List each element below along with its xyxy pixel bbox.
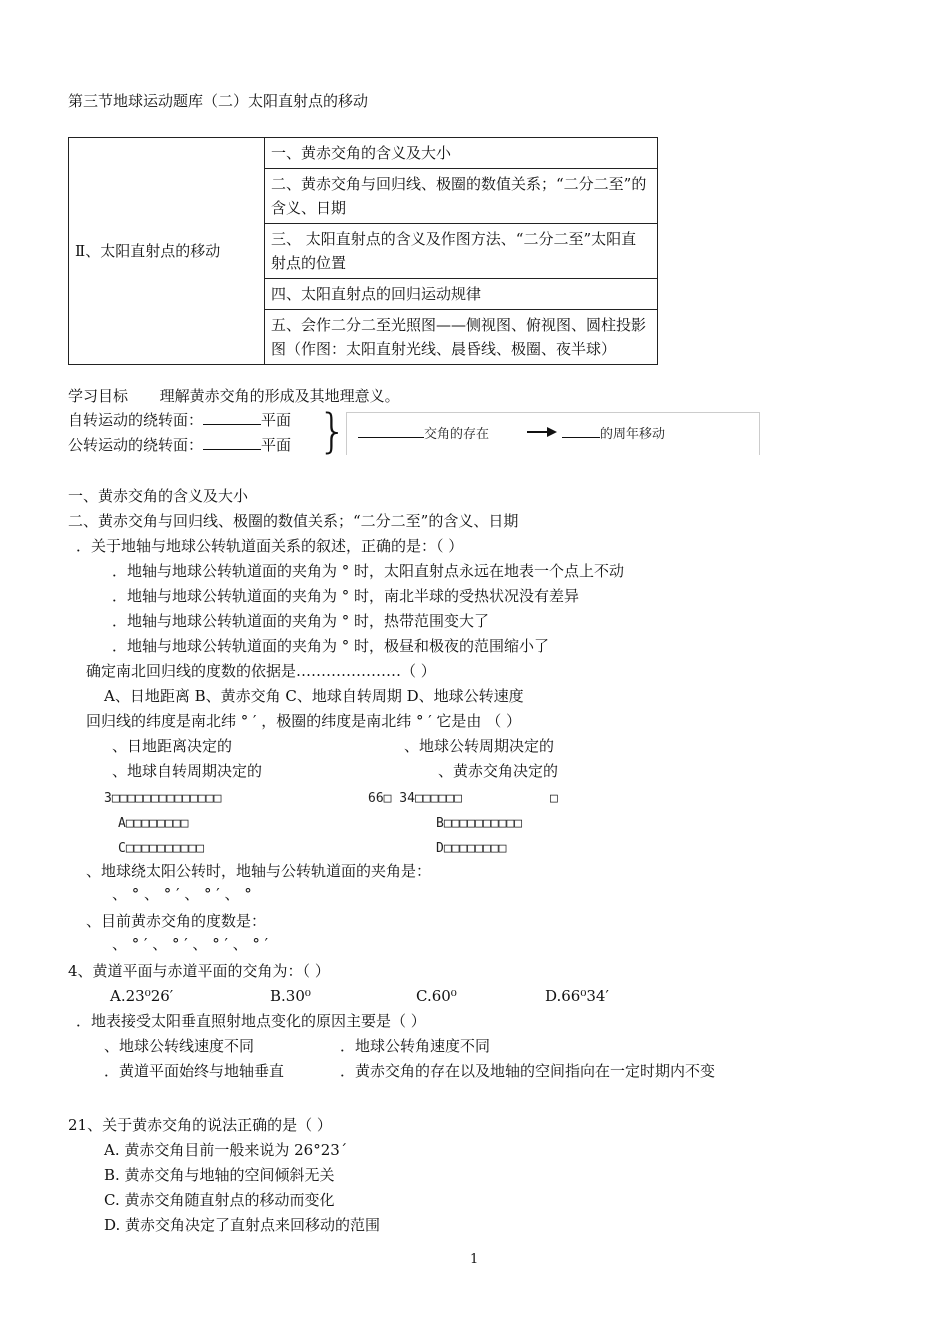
blank: [358, 423, 424, 438]
garbled-question: 3□□□□□□□□□□□□□□: [104, 791, 222, 806]
question: 、目前黄赤交角的度数是：: [86, 912, 267, 930]
option: ．地轴与地球公转轨道面的夹角为 ° 时，太阳直射点永远在地表一个点上不动: [112, 562, 625, 580]
option: 、地球公转周期决定的: [404, 737, 555, 755]
revolution-plane-line: [68, 435, 291, 455]
option: D.66⁰34′: [545, 987, 609, 1005]
blank: [562, 423, 600, 438]
option: ．地球公转角速度不同: [340, 1037, 491, 1055]
question: ．关于地轴与地球公转轨道面关系的叙述，正确的是：（ ）: [76, 537, 464, 555]
outline-row: 四、太阳直射点的回归运动规律: [265, 279, 658, 310]
garbled-option: D□□□□□□□□: [436, 841, 507, 856]
rotation-label: 自转运动的绕转面：: [68, 411, 204, 429]
outline-row: 二、黄赤交角与回归线、极圈的数值关系；“二分二至”的含义、日期: [265, 169, 658, 224]
section-heading: 一、黄赤交角的含义及大小: [68, 487, 249, 505]
garbled-option: B□□□□□□□□□□: [436, 816, 523, 831]
page-number: 1: [470, 1252, 479, 1267]
option: 、日地距离决定的: [112, 737, 233, 755]
question: 4、黄道平面与赤道平面的交角为：（ ）: [68, 962, 330, 980]
garbled-option: C□□□□□□□□□□: [118, 841, 205, 856]
garbled-option: A□□□□□□□□: [118, 816, 189, 831]
option: A. 黄赤交角目前一般来说为 26°23´: [104, 1141, 348, 1159]
outline-row: 五、会作二分二至光照图——侧视图、俯视图、圆柱投影图（作图：太阳直射光线、晨昏线、极圈、夜半球）: [265, 310, 658, 365]
option: D. 黄赤交角决定了直射点来回移动的范围: [104, 1216, 381, 1234]
arrow-right-icon: [527, 427, 557, 437]
result-line-2: [562, 423, 665, 445]
option: C. 黄赤交角随直射点的移动而变化: [104, 1191, 335, 1209]
question: 回归线的纬度是南北纬 ° ′ ，极圈的纬度是南北纬 ° ′ 它是由 （ ）: [86, 712, 521, 730]
outline-left-label: Ⅱ、太阳直射点的移动: [69, 138, 265, 365]
option: ．地轴与地球公转轨道面的夹角为 ° 时，热带范围变大了: [112, 612, 490, 630]
rotation-plane-line: [68, 410, 291, 430]
option: 、地球公转线速度不同: [104, 1037, 255, 1055]
question: ．地表接受太阳垂直照射地点变化的原因主要是（ ）: [76, 1012, 426, 1030]
plane-suffix: 平面: [261, 436, 292, 454]
outline-row: 三、 太阳直射点的含义及作图方法、“二分二至”太阳直射点的位置: [265, 224, 658, 279]
garbled-question: □: [550, 791, 558, 806]
result-text1: 交角的存在: [424, 427, 490, 442]
revolution-label: 公转运动的绕转面：: [68, 436, 204, 454]
question: 21、关于黄赤交角的说法正确的是（ ）: [68, 1116, 332, 1134]
option: C.60⁰: [416, 987, 457, 1005]
goal-text: 理解黄赤交角的形成及其地理意义。: [159, 387, 400, 405]
question: 、地球绕太阳公转时，地轴与公转轨道面的夹角是：: [86, 862, 432, 880]
option: ．地轴与地球公转轨道面的夹角为 ° 时，南北半球的受热状况没有差异: [112, 587, 580, 605]
outline-table: [68, 137, 658, 365]
page-title: 第三节地球运动题库（二）太阳直射点的移动: [68, 92, 369, 110]
option: 、 ° ′ 、 ° ′ 、 ° ′ 、 ° ′: [112, 935, 269, 953]
blank: [203, 435, 261, 450]
goal-line: [68, 386, 400, 406]
option: 、地球自转周期决定的: [112, 762, 263, 780]
plane-suffix: 平面: [261, 411, 292, 429]
option: ．地轴与地球公转轨道面的夹角为 ° 时，极昼和极夜的范围缩小了: [112, 637, 550, 655]
goal-label: 学习目标: [68, 387, 129, 405]
option: ．黄赤交角的存在以及地轴的空间指向在一定时期内不变: [340, 1062, 716, 1080]
section-heading: 二、黄赤交角与回归线、极圈的数值关系；“二分二至”的含义、日期: [68, 512, 519, 530]
brace-icon: }: [318, 404, 348, 458]
question: 确定南北回归线的度数的依据是…………………（ ）: [86, 662, 436, 680]
option: ．黄道平面始终与地轴垂直: [104, 1062, 285, 1080]
option: 、黄赤交角决定的: [438, 762, 559, 780]
outline-row: 一、黄赤交角的含义及大小: [265, 138, 658, 169]
garbled-question: 66□ 34□□□□□□: [368, 791, 462, 806]
option: 、 ° 、 ° ′ 、 ° ′ 、 °: [112, 885, 252, 903]
blank: [203, 410, 261, 425]
option: A.23⁰26′: [110, 987, 174, 1005]
option: A、日地距离 B、黄赤交角 C、地球自转周期 D、地球公转速度: [104, 687, 524, 705]
option: B. 黄赤交角与地轴的空间倾斜无关: [104, 1166, 335, 1184]
result-line: [358, 423, 489, 445]
result-text2: 的周年移动: [600, 427, 666, 442]
option: B.30⁰: [270, 987, 311, 1005]
